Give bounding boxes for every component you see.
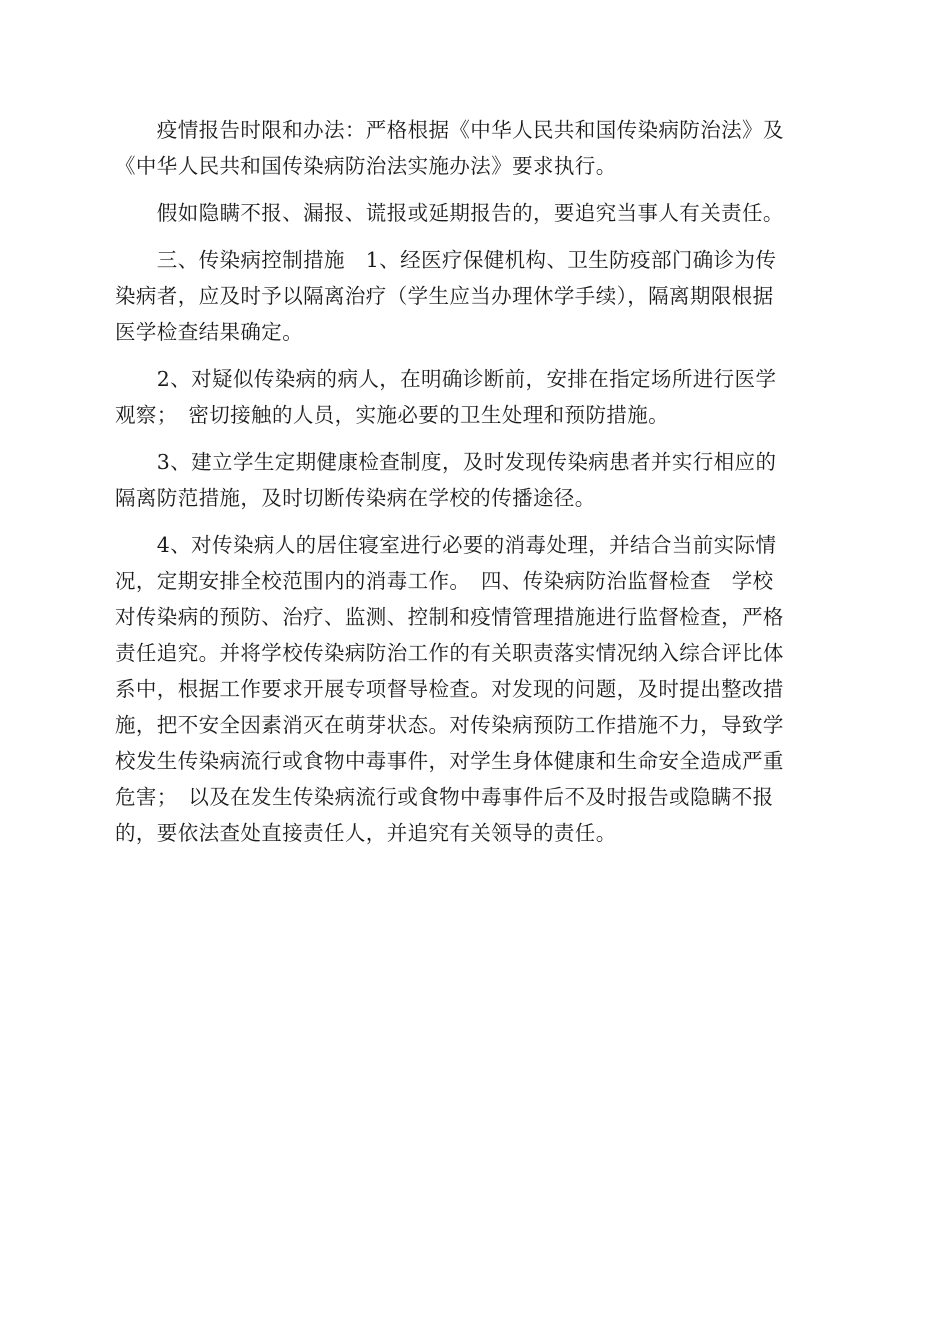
paragraph-report-deadline <box>115 112 835 184</box>
paragraph-suspected-cases <box>115 361 835 433</box>
text-line: 系中，根据工作要求开展专项督导检查。对发现的问题，及时提出整改措 <box>115 677 784 701</box>
text-line: 2、对疑似传染病的病人，在明确诊断前，安排在指定场所进行医学 <box>115 367 777 391</box>
text-line: 责任追究。并将学校传染病防治工作的有关职责落实情况纳入综合评比体 <box>115 641 784 665</box>
text-line: 施，把不安全因素消灭在萌芽状态。对传染病预防工作措施不力，导致学 <box>115 713 784 737</box>
paragraph-gap <box>115 433 835 444</box>
text-line: 隔离防范措施，及时切断传染病在学校的传播途径。 <box>115 486 596 510</box>
paragraph-gap <box>115 516 835 527</box>
text-line: 染病者，应及时予以隔离治疗（学生应当办理休学手续），隔离期限根据 <box>115 284 774 308</box>
text-line: 校发生传染病流行或食物中毒事件，对学生身体健康和生命安全造成严重 <box>115 749 784 773</box>
paragraph-health-checks <box>115 444 835 516</box>
text-line: 医学检查结果确定。 <box>115 320 304 344</box>
text-line: 的，要依法查处直接责任人，并追究有关领导的责任。 <box>115 821 617 845</box>
text-line: 对传染病的预防、治疗、监测、控制和疫情管理措施进行监督检查，严格 <box>115 605 784 629</box>
paragraph-disinfection-supervision <box>115 527 835 851</box>
paragraph-gap <box>115 231 835 242</box>
paragraph-accountability <box>115 195 835 231</box>
text-line: 疫情报告时限和办法：严格根据《中华人民共和国传染病防治法》及 <box>115 118 784 142</box>
text-line: 假如隐瞒不报、漏报、谎报或延期报告的，要追究当事人有关责任。 <box>115 201 784 225</box>
text-line: 观察； 密切接触的人员，实施必要的卫生处理和预防措施。 <box>115 403 670 427</box>
text-line: 三、传染病控制措施 1、经医疗保健机构、卫生防疫部门确诊为传 <box>115 248 777 272</box>
text-line: 4、对传染病人的居住寝室进行必要的消毒处理，并结合当前实际情 <box>115 533 777 557</box>
text-line: 危害； 以及在发生传染病流行或食物中毒事件后不及时报告或隐瞒不报 <box>115 785 774 809</box>
document-body <box>115 112 835 851</box>
paragraph-gap <box>115 350 835 361</box>
paragraph-control-measures <box>115 242 835 350</box>
text-line: 《中华人民共和国传染病防治法实施办法》要求执行。 <box>115 154 617 178</box>
text-line: 3、建立学生定期健康检查制度，及时发现传染病患者并实行相应的 <box>115 450 777 474</box>
paragraph-gap <box>115 184 835 195</box>
text-line: 况，定期安排全校范围内的消毒工作。 四、传染病防治监督检查 学校 <box>115 569 774 593</box>
